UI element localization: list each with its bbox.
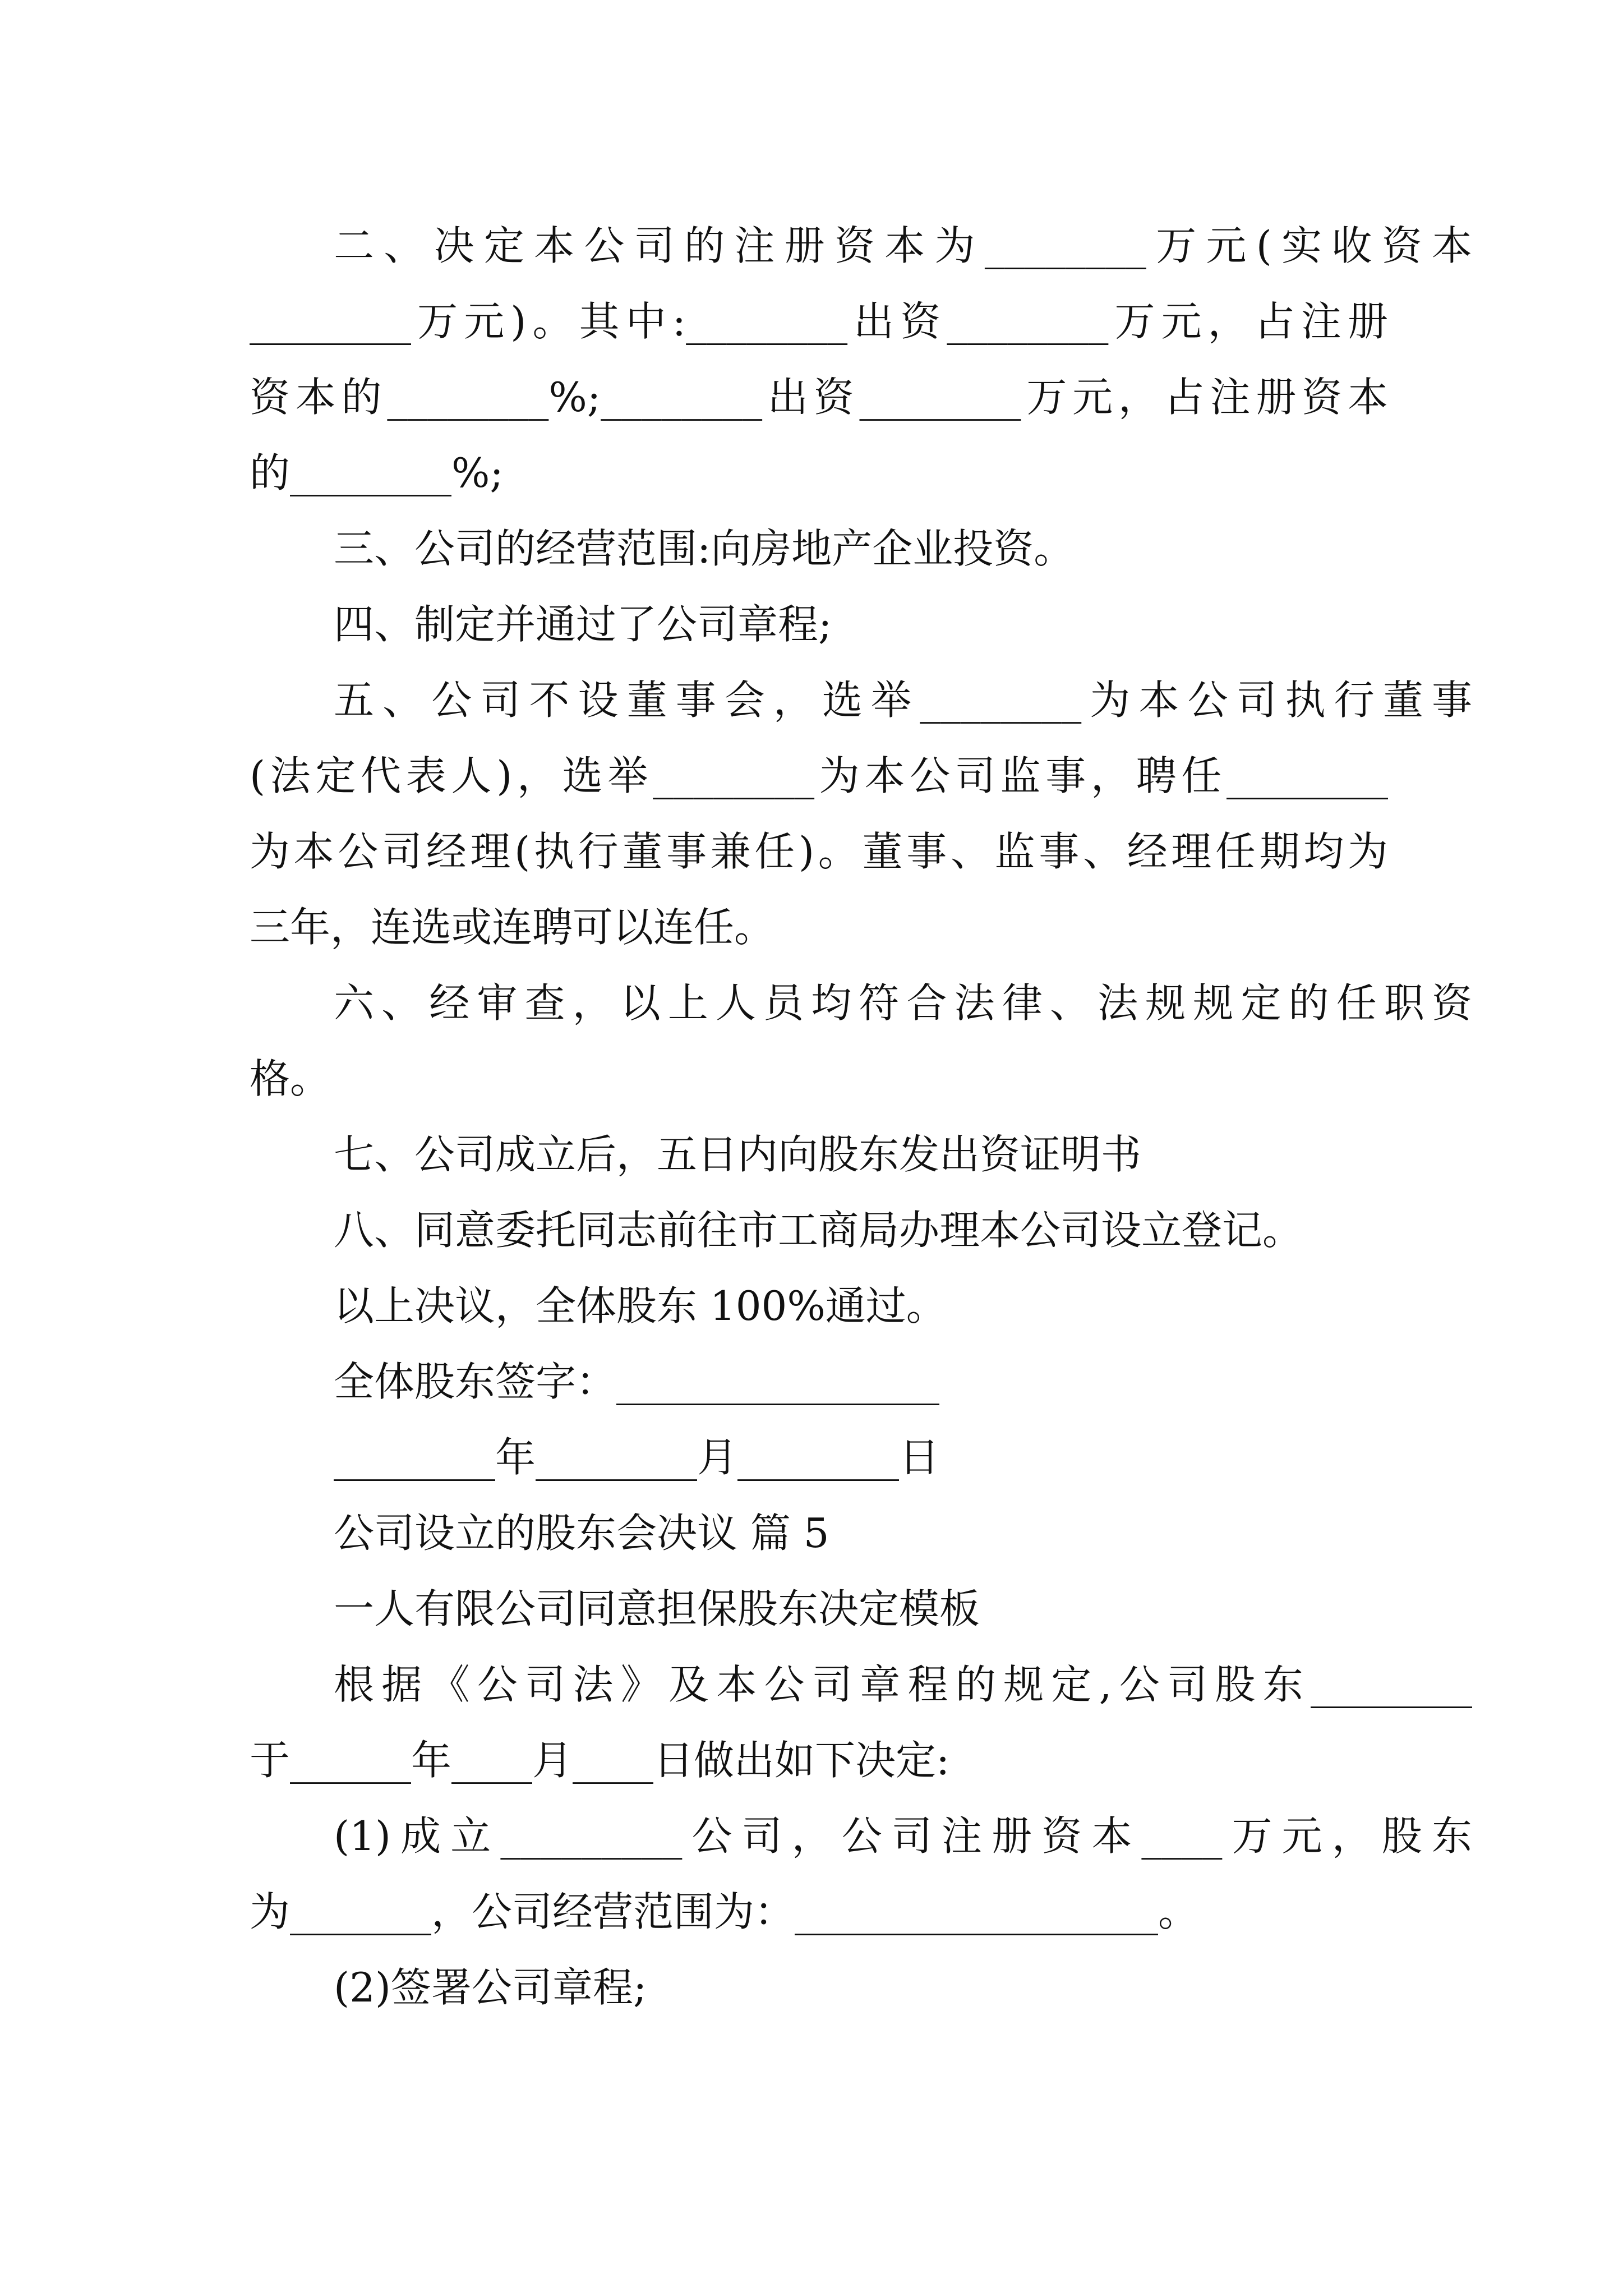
paragraph-line-13: 七、公司成立后，五日内向股东发出资证明书 — [334, 1131, 1142, 1178]
paragraph-line-23: 为_______，公司经营范围为：__________________。 — [250, 1888, 1199, 1935]
paragraph-line-12: 格。 — [250, 1055, 331, 1102]
paragraph-line-22: (1)成立_________公司，公司注册资本____万元，股东 — [334, 1812, 1472, 1860]
paragraph-line-9: 为本公司经理(执行董事兼任)。董事、监事、经理任期均为 — [250, 828, 1388, 875]
paragraph-line-5: 三、公司的经营范围:向房地产企业投资。 — [334, 525, 1075, 572]
paragraph-line-10: 三年，连选或连聘可以连任。 — [250, 904, 775, 951]
paragraph-line-21: 于______年____月____日做出如下决定: — [250, 1737, 950, 1784]
paragraph-line-20: 根据《公司法》及本公司章程的规定,公司股东________ — [334, 1661, 1472, 1708]
section-heading: 公司设立的股东会决议 篇 5 — [334, 1510, 829, 1557]
date-line: ________年________月________日 — [334, 1434, 939, 1481]
paragraph-line-8: (法定代表人)，选举________为本公司监事，聘任________ — [250, 752, 1388, 799]
paragraph-line-24: (2)签署公司章程; — [334, 1964, 647, 2011]
paragraph-line-15: 以上决议，全体股东 100%通过。 — [334, 1282, 947, 1329]
paragraph-line-3: 资本的________%;________出资________万元，占注册资本 — [250, 374, 1388, 421]
template-title: 一人有限公司同意担保股东决定模板 — [334, 1585, 980, 1632]
paragraph-line-11: 六、经审查，以上人员均符合法律、法规规定的任职资 — [334, 979, 1472, 1027]
paragraph-line-1: 二、决定本公司的注册资本为________万元(实收资本 — [334, 222, 1472, 269]
paragraph-line-7: 五、公司不设董事会，选举________为本公司执行董事 — [334, 677, 1472, 724]
paragraph-line-14: 八、同意委托同志前往市工商局办理本公司设立登记。 — [334, 1207, 1303, 1254]
paragraph-line-2: ________万元)。其中:________出资________万元，占注册 — [250, 298, 1388, 345]
paragraph-line-6: 四、制定并通过了公司章程; — [334, 601, 832, 648]
paragraph-line-4: 的________%; — [250, 449, 504, 496]
signature-line: 全体股东签字：________________ — [334, 1358, 940, 1405]
